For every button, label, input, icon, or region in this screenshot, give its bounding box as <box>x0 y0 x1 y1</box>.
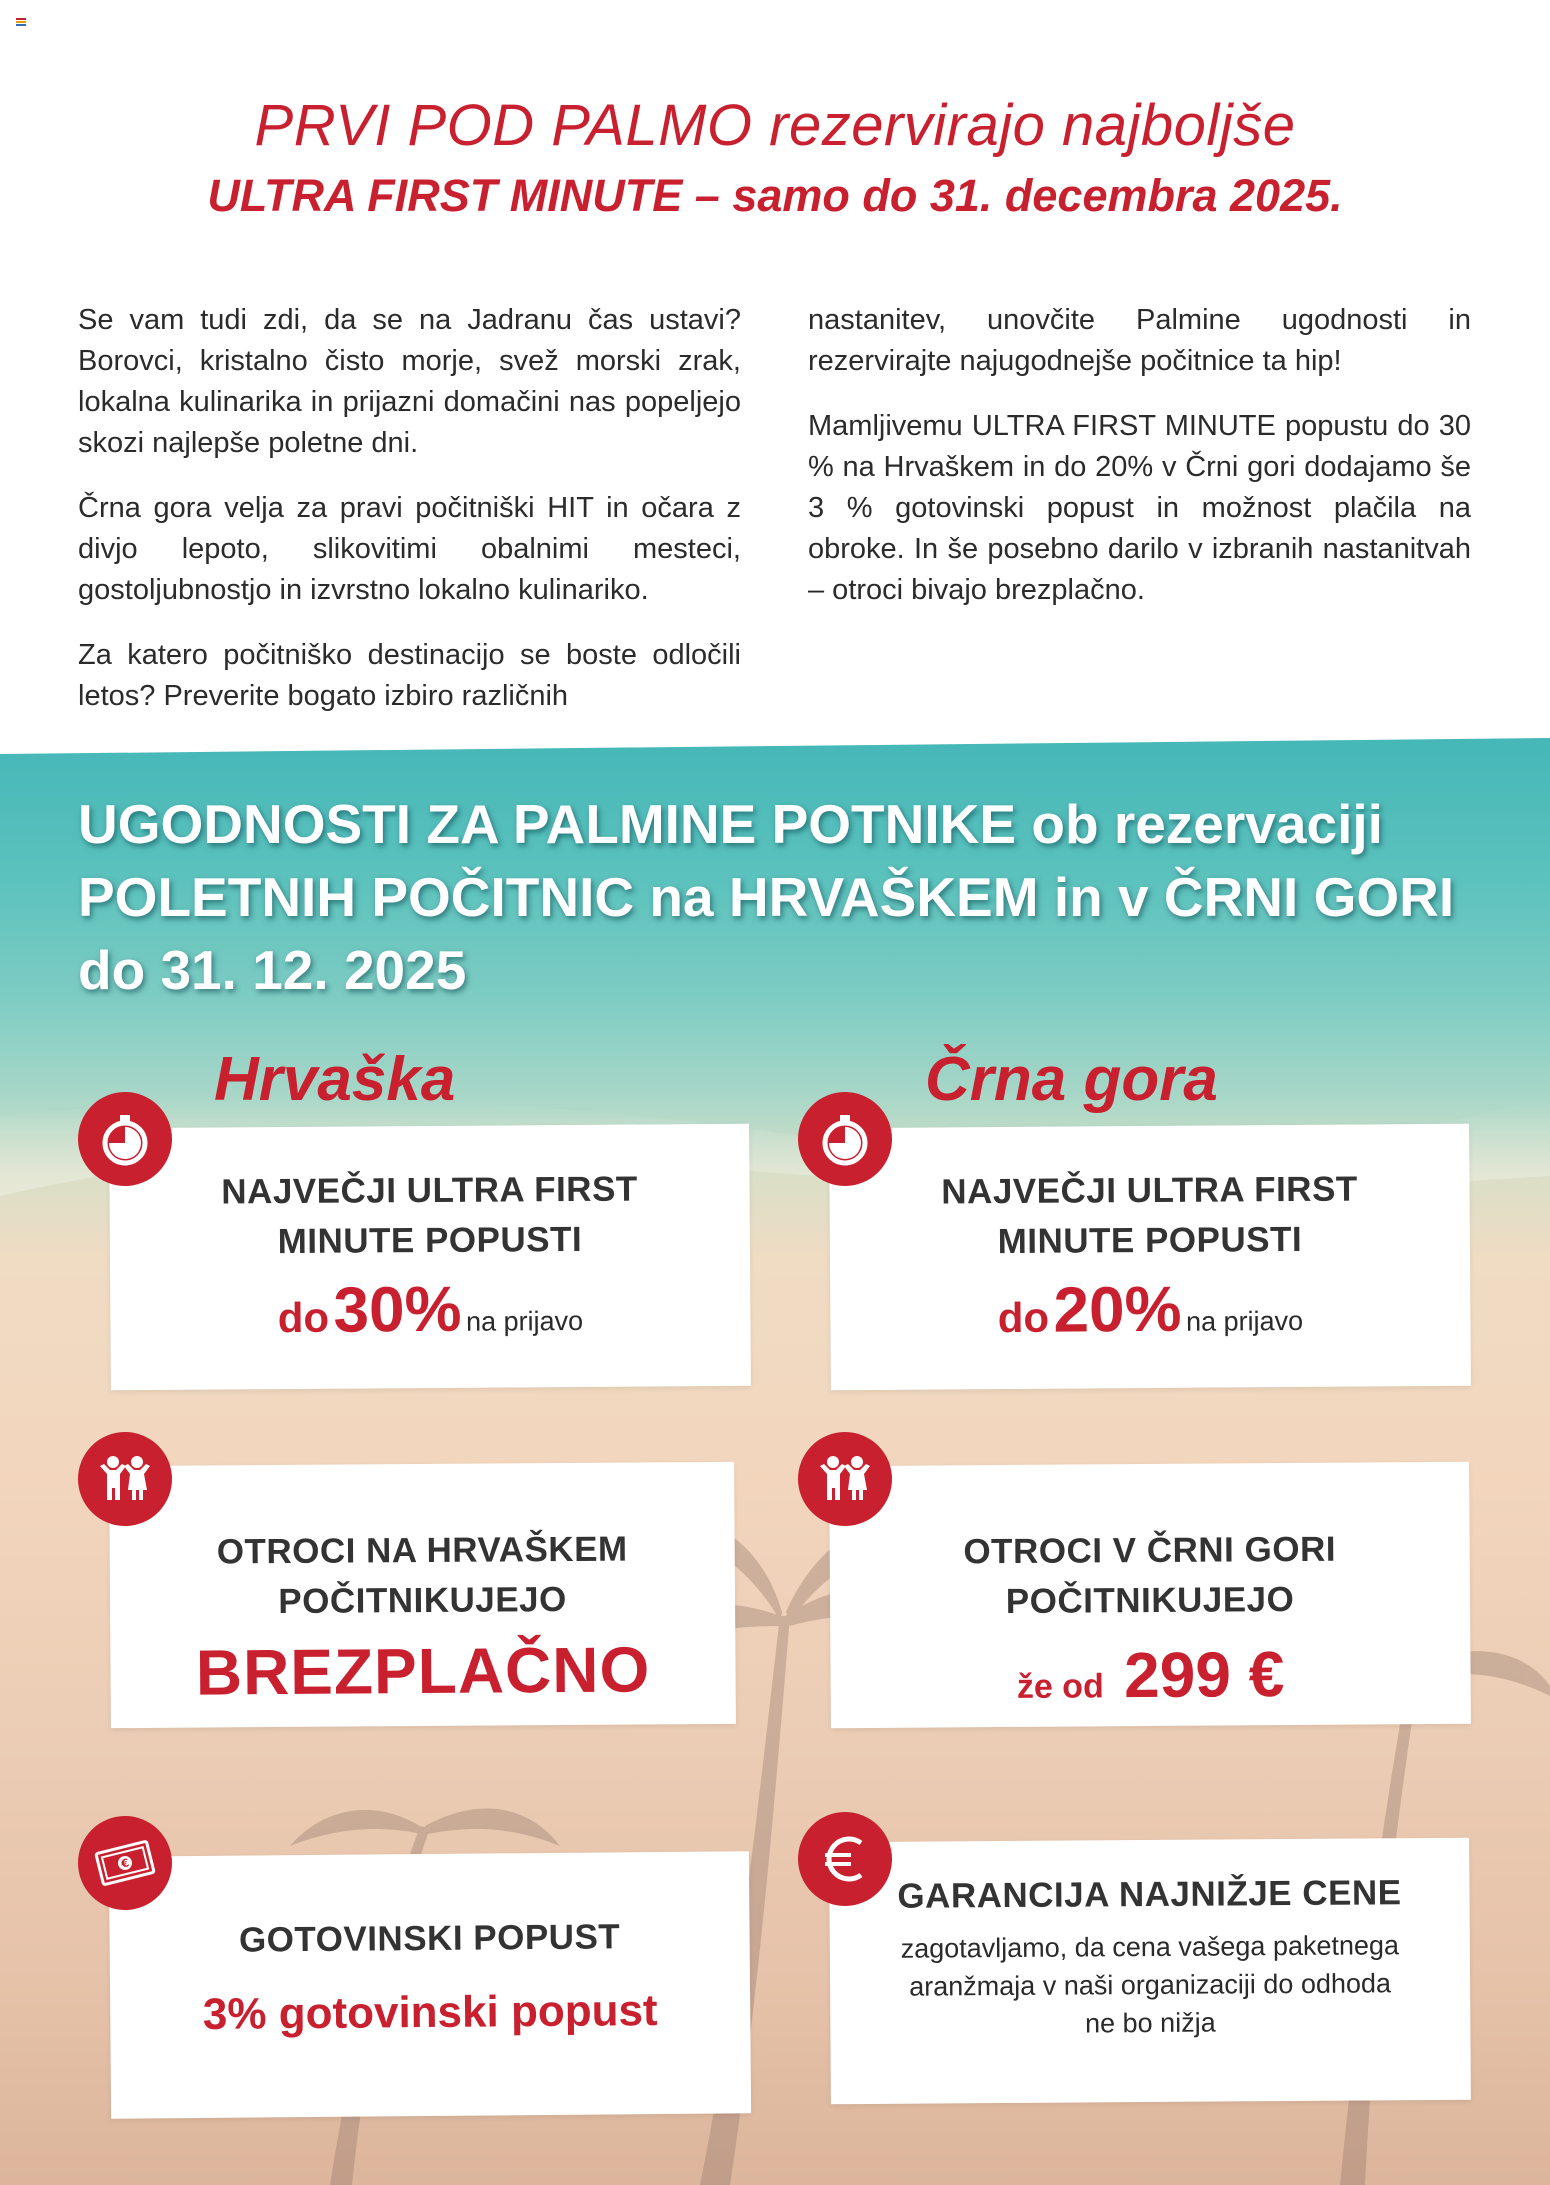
intro-right-column <box>808 300 1471 635</box>
beach-background <box>0 736 1550 2185</box>
croatia-cash-card <box>109 1851 751 2119</box>
montenegro-discount-card <box>829 1124 1471 1390</box>
benefits-title: UGODNOSTI ZA PALMINE POTNIKE ob rezervaciji POLETNIH POČITNIC na HRVAŠKEM in v ČRNI GORI do 31. 12. 2025 <box>78 793 1455 1001</box>
card-title: GOTOVINSKI POPUST <box>238 1917 621 1960</box>
intro-paragraph: nastanitev, unovčite Palmine ugodnosti in rezervirajte najugodnejše počitnice ta hip! <box>808 304 1471 377</box>
cash-discount-value: 3% gotovinski popust <box>202 1986 658 2039</box>
page-subtitle: ULTRA FIRST MINUTE – samo do 31. decembra 2025. <box>207 170 1343 221</box>
discount-value: 30% <box>333 1272 462 1346</box>
kids-price-value: 299 € <box>1123 1638 1285 1712</box>
discount-value: 20% <box>1053 1272 1182 1346</box>
card-title: NAJVEČJI ULTRA FIRST MINUTE POPUSTI <box>221 1169 638 1262</box>
discount-prefix: do <box>997 1293 1050 1342</box>
country-montenegro: Črna gora <box>925 1045 1218 1114</box>
intro-paragraph: Mamljivemu ULTRA FIRST MINUTE popustu do 30 % na Hrvaškem in do 20% v Črni gori dodajamo še 3 % gotovinski popust in možnost plačila na obroke. In še posebno darilo v izbranih nastanitvah – otroci bivajo brezplačno. <box>808 410 1471 606</box>
stopwatch-icon <box>78 1092 172 1186</box>
page-title: PRVI POD PALMO rezervirajo najboljše <box>254 93 1296 158</box>
croatia-discount-card <box>109 1124 751 1390</box>
montenegro-guarantee-card <box>829 1838 1471 2104</box>
kids-free-value: BREZPLAČNO <box>195 1633 651 1709</box>
corner-mark <box>16 18 26 24</box>
children-icon <box>798 1432 892 1526</box>
intro-left-column <box>78 300 741 741</box>
svg-text:€: € <box>119 1856 131 1871</box>
croatia-kids-card <box>109 1462 736 1728</box>
card-title: GARANCIJA NAJNIŽJE CENE <box>897 1873 1402 1916</box>
intro-paragraph: Črna gora velja za pravi počitniški HIT in očara z divjo lepoto, slikovitimi obalnimi mesteci, gostoljubnostjo in izvrstno lokalno kulinariko. <box>78 492 741 606</box>
price-prefix: že od <box>1016 1667 1104 1706</box>
discount-suffix: na prijavo <box>1185 1305 1304 1337</box>
intro-paragraph: Se vam tudi zdi, da se na Jadranu čas ustavi? Borovci, kristalno čisto morje, svež morski zrak, lokalna kulinarika in prijazni domačini nas popeljejo skozi najlepše poletne dni. <box>78 304 741 459</box>
banknote-icon <box>78 1816 172 1910</box>
children-icon <box>78 1432 172 1526</box>
card-title: NAJVEČJI ULTRA FIRST MINUTE POPUSTI <box>941 1169 1358 1262</box>
guarantee-text: zagotavljamo, da cena vašega paketnega aranžmaja v naši organizaciji do odhoda ne bo nižja <box>900 1930 1400 2039</box>
card-title: OTROCI NA HRVAŠKEM POČITNIKUJEJO <box>216 1529 628 1622</box>
country-croatia: Hrvaška <box>214 1045 456 1114</box>
stopwatch-icon <box>798 1092 892 1186</box>
card-title: OTROCI V ČRNI GORI POČITNIKUJEJO <box>963 1529 1337 1622</box>
intro-paragraph: Za katero počitniško destinacijo se boste odločili letos? Preverite bogato izbiro različnih <box>78 639 741 712</box>
discount-prefix: do <box>277 1293 330 1342</box>
euro-icon <box>798 1812 892 1906</box>
discount-suffix: na prijavo <box>465 1305 584 1337</box>
montenegro-kids-card <box>829 1462 1471 1728</box>
